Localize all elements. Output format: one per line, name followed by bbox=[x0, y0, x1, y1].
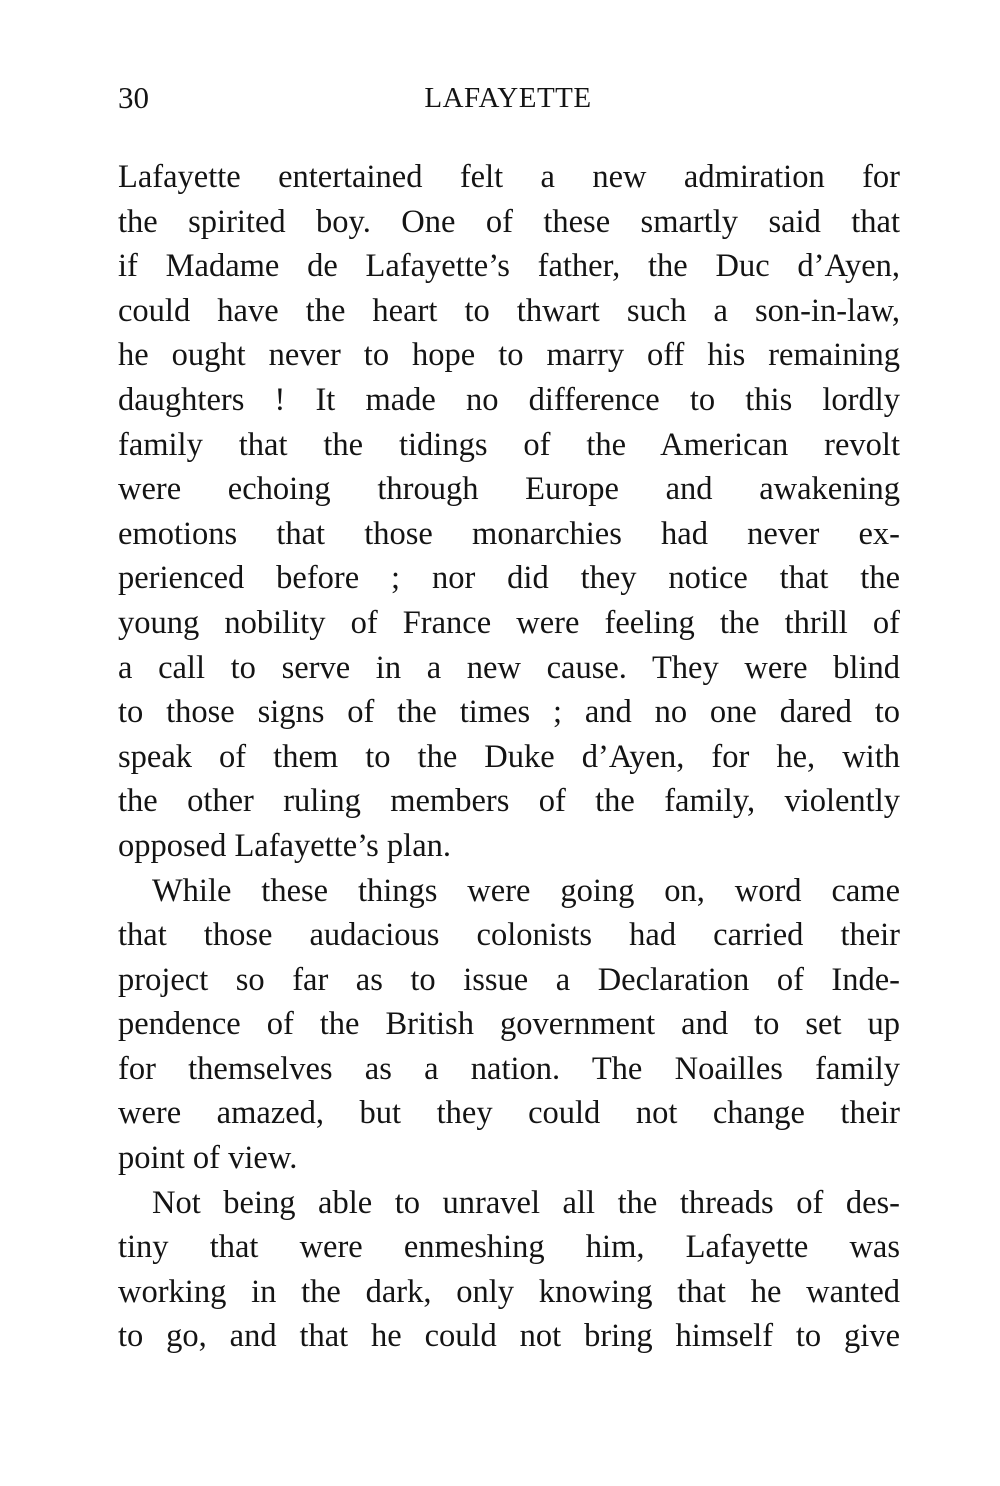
paragraph-1 bbox=[118, 155, 900, 869]
page-number: 30 bbox=[118, 80, 149, 115]
text-line: emotions that those monarchies had never ex- bbox=[118, 515, 900, 552]
text-line: the spirited boy. One of these smartly said that bbox=[118, 203, 900, 240]
text-line: Lafayette entertained felt a new admiration for bbox=[118, 159, 900, 195]
paragraph-2 bbox=[118, 869, 900, 1181]
text-line: tiny that were enmeshing him, Lafayette was bbox=[118, 1229, 900, 1266]
text-line: project so far as to issue a Declaration of Inde- bbox=[118, 961, 900, 998]
page-header bbox=[118, 78, 898, 118]
text-line: opposed Lafayette’s plan. bbox=[118, 827, 452, 864]
text-line: working in the dark, only knowing that he wanted bbox=[118, 1273, 900, 1310]
text-line: speak of them to the Duke d’Ayen, for he, with bbox=[118, 738, 900, 775]
paragraph-3 bbox=[118, 1181, 900, 1359]
text-line: if Madame de Lafayette’s father, the Duc d’Ayen, bbox=[118, 248, 900, 285]
text-line: While these things were going on, word came bbox=[152, 872, 900, 909]
text-line: were amazed, but they could not change their bbox=[118, 1095, 900, 1132]
text-line: the other ruling members of the family, violently bbox=[118, 783, 900, 820]
text-line: to those signs of the times ; and no one dared to bbox=[118, 694, 900, 731]
text-line: that those audacious colonists had carried their bbox=[118, 917, 900, 954]
text-line: perienced before ; nor did they notice that the bbox=[118, 560, 900, 597]
text-line: family that the tidings of the American revolt bbox=[118, 426, 900, 463]
text-line: to go, and that he could not bring himself to give bbox=[118, 1318, 900, 1355]
running-head: LAFAYETTE bbox=[424, 82, 592, 114]
text-line: Not being able to unravel all the threads of des- bbox=[152, 1184, 900, 1221]
text-line: daughters ! It made no difference to this lordly bbox=[118, 381, 900, 418]
text-line: young nobility of France were feeling the thrill of bbox=[118, 604, 900, 641]
text-line: for themselves as a nation. The Noailles family bbox=[118, 1050, 900, 1087]
text-line: could have the heart to thwart such a son-in-law, bbox=[118, 292, 900, 329]
text-line: he ought never to hope to marry off his remaining bbox=[118, 337, 900, 374]
text-line: were echoing through Europe and awakening bbox=[118, 471, 900, 508]
text-line: a call to serve in a new cause. They were blind bbox=[118, 649, 900, 686]
text-line: pendence of the British government and to set up bbox=[118, 1006, 900, 1043]
text-line: point of view. bbox=[118, 1140, 298, 1177]
body-text bbox=[118, 155, 900, 1359]
